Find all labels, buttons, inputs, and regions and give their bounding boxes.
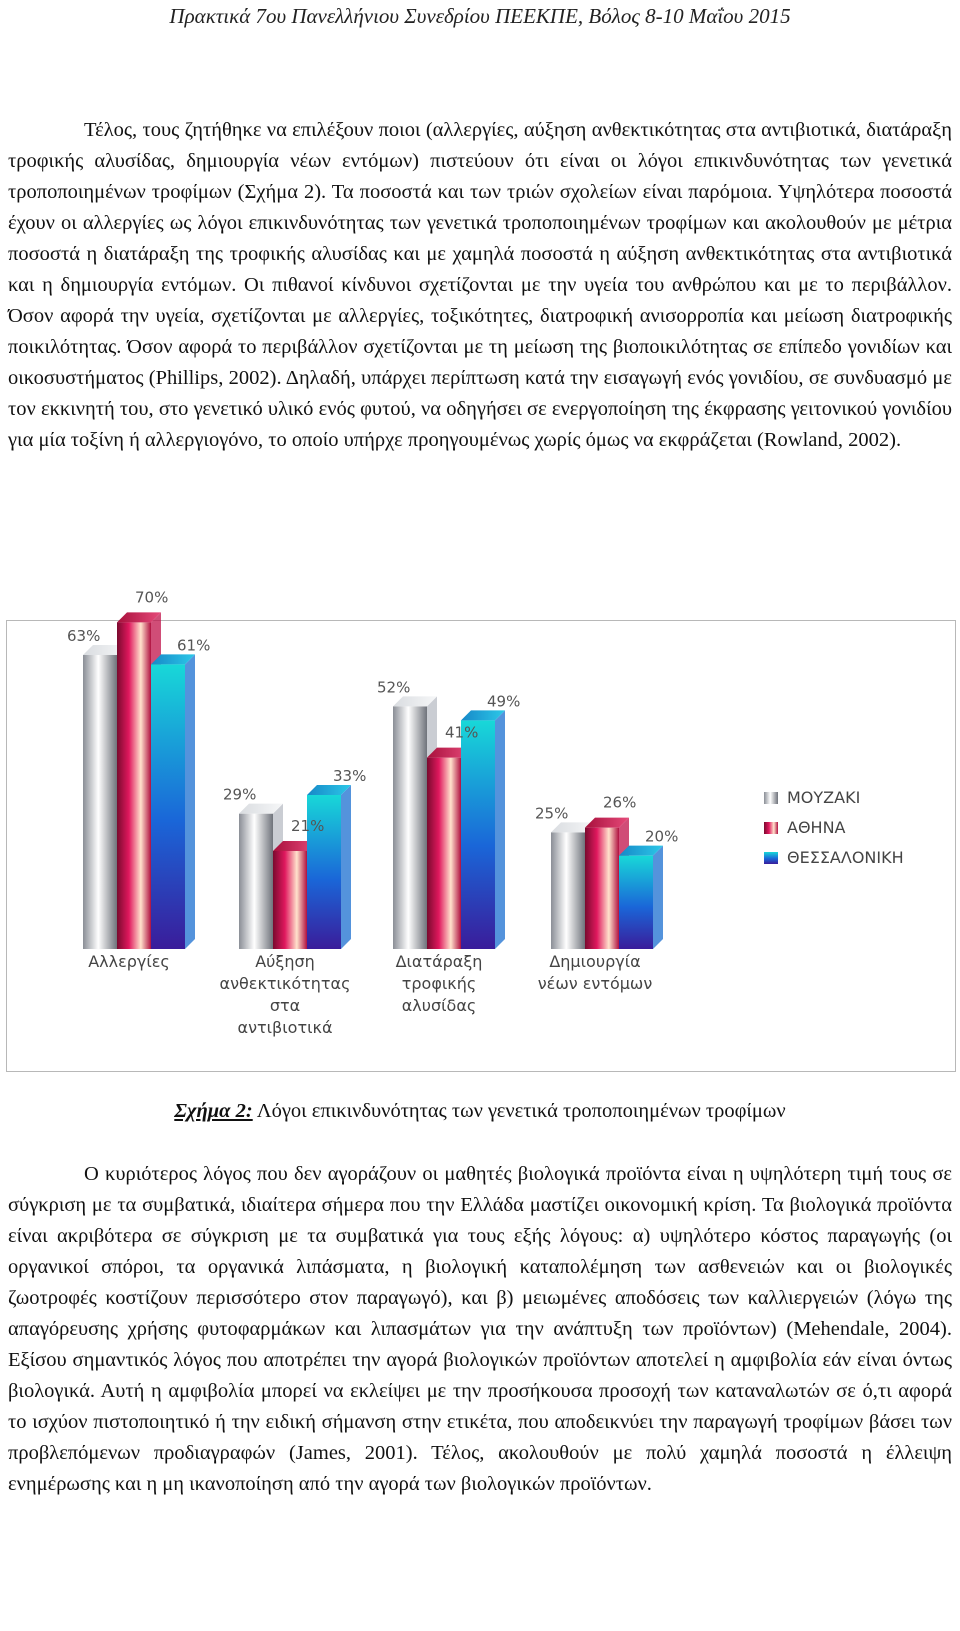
legend-label-1: ΑΘΗΝΑ — [787, 818, 846, 837]
paragraph-2-text: Ο κυριότερος λόγος που δεν αγοράζουν οι μαθητές βιολογικά προϊόντα είναι η υψηλότερη τιμή τους σε σύγκριση με τα συμβατικά, ιδιαίτερα σήμερα που την Ελλάδα μαστίζει οικονομική κρίση. Τα βιολογικά προϊόντα είναι ακριβότερα σε σύγκριση με τα συμβατικά για τους εξής λόγους: α) υψηλότερο κόστος παραγωγής (οι οργανικοί σπόροι, τα οργανικά λιπάσματα, η βιολογική καταπολέμηση των ασθενειών και οι βιολογικές ζωοτροφές κοστίζουν περισσότερο στον παραγωγό), και β) μειωμένες αποδόσεις των καλλιεργειών (λόγω της απαγόρευσης χρήσης φυτοφαρμάκων και λιπασμάτων για την ανάπτυξη των προϊόντων) (Mehendale, 2004). Εξίσου σημαντικός λόγος που αποτρέπει την αγορά βιολογικών προϊόντων αποτελεί η αμφιβολία εάν είναι όντως βιολογικά. Αυτή η αμφιβολία μπορεί να εκλείψει με την προσήκουσα προσοχή των καταναλωτών σε ό,τι αφορά το ισχύον πιστοποιητικό ή την ειδική σήμανση στην ετικέτα, που αποδεικνύει την παραγωγή τροφίμων βάσει των προβλεπόμενων προδιαγραφών (James, 2001). Τέλος, ακολουθούν με πολύ χαμηλά ποσοστά η έλλειψη ενημέρωσης και η μη ικανοποίηση από την αγορά των βιολογικών προϊόντων. — [8, 1163, 952, 1495]
bar-2-1 — [427, 758, 461, 949]
bar-0-0 — [83, 655, 117, 949]
value-label-1-1: 21% — [291, 817, 325, 835]
bar-side-3-2 — [653, 846, 663, 949]
page-header: Πρακτικά 7ου Πανελλήνιου Συνεδρίου ΠΕΕΚΠΕ, Βόλος 8-10 Μαΐου 2015 — [169, 4, 791, 28]
legend-swatch-0 — [764, 792, 778, 804]
category-label-1-3: αντιβιοτικά — [237, 1018, 333, 1037]
legend — [764, 788, 904, 867]
value-label-3-1: 26% — [603, 793, 637, 812]
value-label-1-0: 29% — [223, 785, 257, 804]
bar-chart — [6, 588, 956, 1072]
bars-group — [83, 612, 663, 949]
legend-label-0: ΜΟΥΖΑΚΙ — [787, 788, 861, 807]
bar-2-0 — [393, 706, 427, 949]
paragraph-1 — [8, 115, 952, 456]
value-label-2-1: 41% — [445, 723, 479, 742]
bar-1-0 — [239, 814, 273, 949]
category-label-0-0: Αλλεργίες — [88, 952, 170, 971]
bar-1-1 — [273, 851, 307, 949]
category-label-1-0: Αύξηση — [255, 952, 315, 971]
value-label-3-0: 25% — [535, 804, 569, 823]
figure-caption — [0, 1100, 960, 1123]
bar-side-0-2 — [185, 654, 195, 949]
bar-0-2 — [151, 664, 185, 949]
category-label-1-2: στα — [269, 996, 301, 1015]
category-label-2-0: Διατάραξη — [395, 952, 483, 971]
legend-label-2: ΘΕΣΣΑΛΟΝΙΚΗ — [787, 848, 904, 867]
category-label-2-1: τροφικής — [401, 974, 477, 993]
category-label-3-0: Δημιουργία — [549, 952, 641, 971]
value-label-1-2: 33% — [333, 767, 367, 785]
category-label-2-2: αλυσίδας — [401, 996, 477, 1015]
category-labels-group — [88, 952, 652, 1037]
value-label-2-0: 52% — [377, 678, 411, 697]
bar-chart-svg — [7, 588, 954, 1070]
bar-0-1 — [117, 622, 151, 949]
caption-label: Σχήμα 2: — [174, 1100, 253, 1122]
category-label-1-1: ανθεκτικότητας — [219, 974, 351, 993]
value-label-0-1: 70% — [135, 588, 169, 607]
bar-3-1 — [585, 828, 619, 949]
legend-swatch-1 — [764, 822, 778, 834]
bar-side-2-2 — [495, 710, 505, 949]
value-label-3-2: 20% — [645, 827, 679, 846]
paragraph-2 — [8, 1159, 952, 1500]
bar-2-2 — [461, 720, 495, 949]
caption-text: Λόγοι επικινδυνότητας των γενετικά τροποποιημένων τροφίμων — [252, 1100, 786, 1122]
legend-swatch-2 — [764, 852, 778, 864]
bar-side-1-2 — [341, 785, 351, 949]
value-label-0-2: 61% — [177, 636, 211, 655]
value-label-2-2: 49% — [487, 692, 521, 711]
paragraph-1-text: Τέλος, τους ζητήθηκε να επιλέξουν ποιοι (αλλεργίες, αύξηση ανθεκτικότητας στα αντιβιοτικά, διατάραξη τροφικής αλυσίδας, δημιουργία νέων εντόμων) πιστεύουν ότι είναι οι λόγοι επικινδυνότητας των γενετικά τροποποιημένων τροφίμων (Σχήμα 2). Τα ποσοστά και των τριών σχολείων είναι παρόμοια. Υψηλότερα ποσοστά έχουν οι αλλεργίες ως λόγοι επικινδυνότητας των γενετικά τροποποιημένων τροφίμων και ακολουθούν με μέτρια ποσοστά η διατάραξη της τροφικής αλυσίδας και με χαμηλά ποσοστά η αύξηση ανθεκτικότητας στα αντιβιοτικά και η δημιουργία εντόμων. Οι πιθανοί κίνδυνοι σχετίζονται με την υγεία του ανθρώπου και με το περιβάλλον. Όσον αφορά την υγεία, σχετίζονται με αλλεργίες, τοξικότητες, διατροφική ανισορροπία και μείωση διατροφικής ποικιλότητας. Όσον αφορά το περιβάλλον σχετίζονται με τη μείωση της βιοποικιλότητας σε επίπεδο γονιδίων και οικοσυστήματος (Phillips, 2002). Δηλαδή, υπάρχει περίπτωση κατά την εισαγωγή ενός γονιδίου, σε συνδυασμό με τον εκκινητή του, στο γενετικό υλικό ενός φυτού, να οδηγήσει σε ενεργοποίηση της έκφρασης γειτονικού γονιδίου για μία τοξίνη ή αλλεργιογόνο, το οποίο υπήρχε προηγουμένως χωρίς όμως να εκφράζεται (Rowland, 2002). — [8, 119, 952, 451]
value-label-0-0: 63% — [67, 627, 101, 645]
bar-3-0 — [551, 832, 585, 949]
bar-3-2 — [619, 856, 653, 949]
category-label-3-1: νέων εντόμων — [537, 974, 653, 993]
